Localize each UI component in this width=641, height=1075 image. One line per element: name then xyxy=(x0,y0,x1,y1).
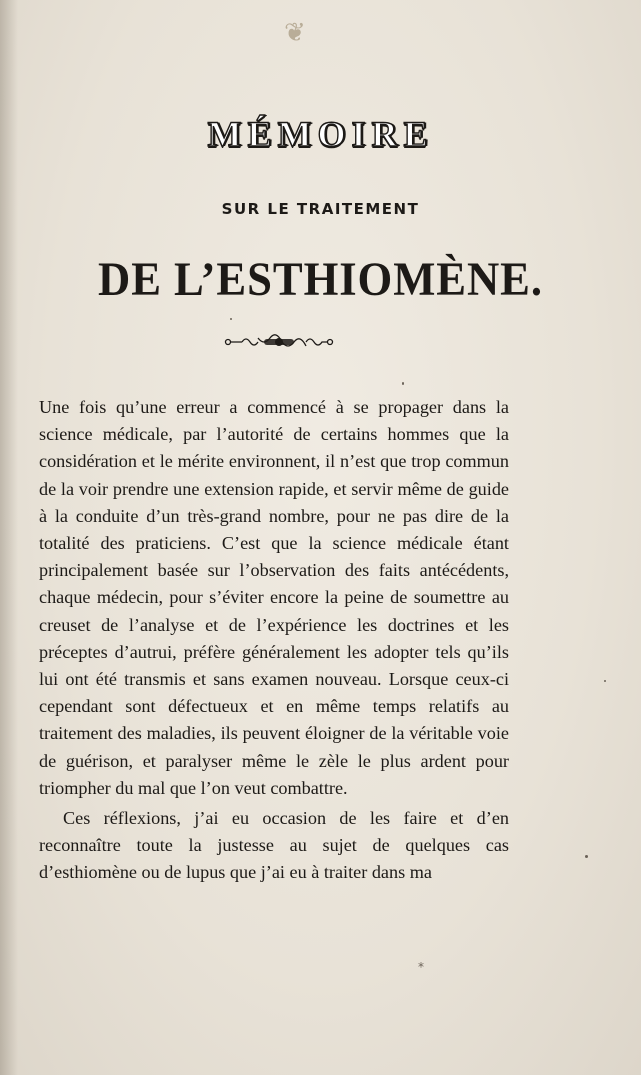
paper-speck xyxy=(230,318,232,320)
subtitle: SUR LE TRAITEMENT xyxy=(221,200,420,218)
ink-mark-icon: ❦ xyxy=(284,18,306,48)
body-text xyxy=(39,394,509,887)
paragraph: Ces réflexions, j’ai eu occasion de les faire et d’en reconnaître toute la justesse au sujet de quelques cas d’esthiomène ou de lupus que j’ai eu à traiter dans ma xyxy=(39,808,509,883)
paper-speck xyxy=(585,855,588,858)
memoire-heading: MÉMOIRE xyxy=(207,114,434,154)
paper-speck xyxy=(402,382,404,385)
paper-speck xyxy=(604,680,606,682)
binding-shadow xyxy=(0,0,18,1075)
heading-block xyxy=(0,112,641,156)
paragraph: Une fois qu’une erreur a commencé à se propager dans la science médicale, par l’autorité de certains hommes que la considération et le mérite environnent, il n’est que trop commun de la voir prendre une extension rapide, et servir même de guide à la conduite d’un très-grand nombre, pour ne pas dire de la totalité des praticiens. C’est que la science médicale étant principalement basée sur l’observation des faits antécédents, chaque médecin, pour s’éviter encore la peine de soumettre au creuset de l’analyse et de l’expérience les doctrines et les préceptes d’autrui, préfère généralement les adopter tels qu’ils lui ont été transmis et sans examen nouveau. Lorsque ceux-ci cependant sont défectueux et en même temps relatifs au traitement des maladies, ils peuvent éloigner de la véritable voie de guérison, et paralyser même le zèle le plus ardent pour triompher du mal que l’on veut combattre. xyxy=(39,397,509,798)
main-title: DE L’ESTHIOMÈNE. xyxy=(98,253,543,306)
ornament-divider-icon xyxy=(224,334,334,350)
signature-mark: * xyxy=(418,960,424,974)
